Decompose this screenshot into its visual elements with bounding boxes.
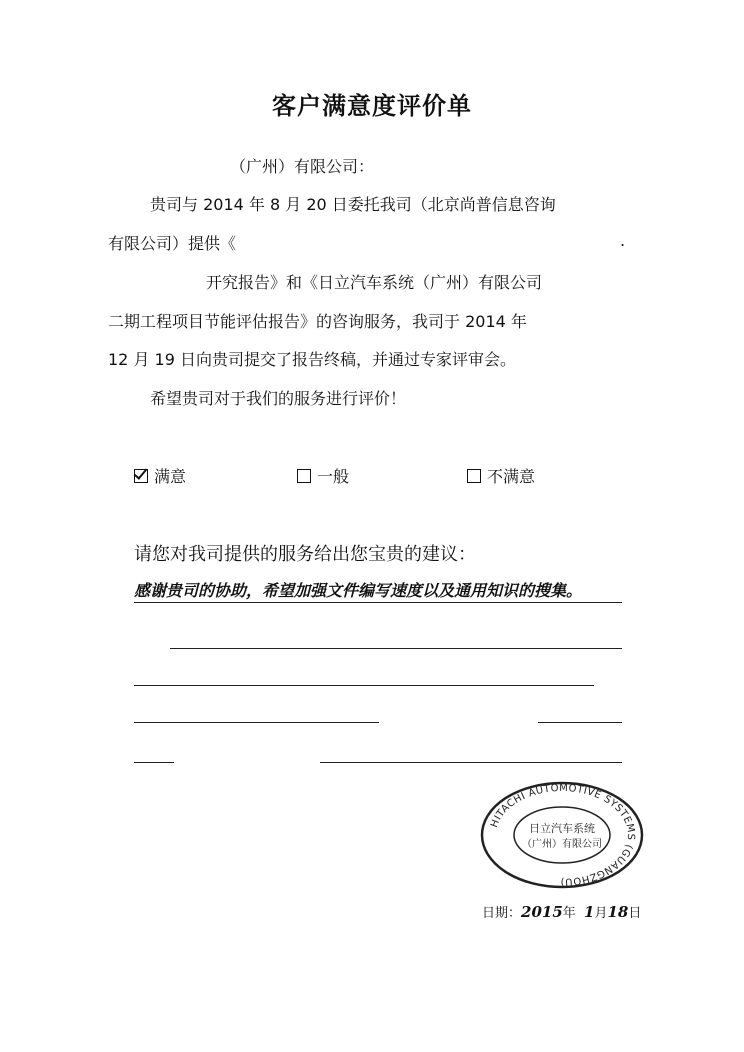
date-year-unit: 年 <box>562 906 576 921</box>
date-day: 18 <box>607 903 629 921</box>
blank-line <box>320 762 622 763</box>
date-label: 日期： <box>482 906 522 921</box>
option-label: 一般 <box>317 467 350 486</box>
date-year: 2015 <box>521 903 563 921</box>
date-month-unit: 月 <box>594 906 608 921</box>
addressee: （广州）有限公司： <box>230 157 375 176</box>
option-label: 满意 <box>154 467 187 486</box>
paragraph-line-1: 贵司与 2014 年 8 月 20 日委托我司（北京尚普信息咨询 <box>150 195 556 214</box>
option-dissatisfied[interactable] <box>467 464 535 487</box>
blank-line <box>134 722 379 723</box>
checkbox-icon[interactable] <box>467 469 481 483</box>
signature-date <box>482 902 641 921</box>
seal-inner-line-2: （广州）有限公司 <box>522 839 602 850</box>
paragraph-line-2-tail: . <box>620 231 626 250</box>
checkbox-icon[interactable] <box>297 469 311 483</box>
blank-line <box>134 685 594 686</box>
blank-line <box>538 722 622 723</box>
option-satisfied[interactable] <box>134 464 186 487</box>
blank-line <box>170 648 622 649</box>
paragraph-line-3: 开究报告》和《日立汽车系统（广州）有限公司 <box>206 273 543 292</box>
date-day-unit: 日 <box>628 906 642 921</box>
option-label: 不满意 <box>487 467 536 486</box>
seal-inner-line-1: 日立汽车系统 <box>529 822 595 835</box>
document-title: 客户满意度评价单 <box>272 91 472 120</box>
option-average[interactable] <box>297 464 349 487</box>
paragraph-line-4: 二期工程项目节能评估报告》的咨询服务，我司于 2014 年 <box>108 312 527 331</box>
checked-box-icon[interactable] <box>134 469 148 483</box>
paragraph-line-5: 12 月 19 日向贵司提交了报告终稿，并通过专家评审会。 <box>108 350 516 369</box>
date-month: 1 <box>584 903 595 921</box>
suggestion-prompt: 请您对我司提供的服务给出您宝贵的建议： <box>134 544 476 565</box>
blank-line <box>134 762 174 763</box>
paragraph-line-2: 有限公司）提供《 <box>108 234 237 253</box>
suggestion-underline <box>134 602 622 603</box>
seal-outer-text: HITACHI AUTOMOTIVE SYSTEMS (GUANGZHOU) <box>489 782 637 888</box>
evaluation-request: 希望贵司对于我们的服务进行评价！ <box>150 389 407 408</box>
handwritten-suggestion: 感谢贵司的协助，希望加强文件编写速度以及通用知识的搜集。 <box>134 581 583 600</box>
company-seal <box>478 780 646 890</box>
